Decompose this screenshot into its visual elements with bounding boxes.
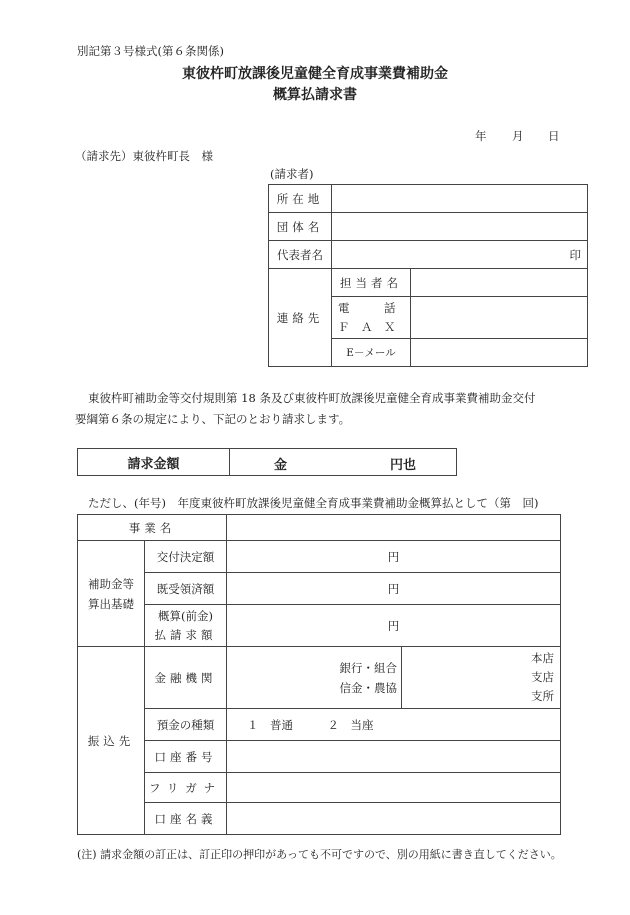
bank-type-1: 銀行・組合 (339, 660, 397, 675)
amount-label: 請求金額 (78, 449, 230, 476)
amount-box (77, 448, 457, 476)
account-name-field[interactable] (227, 803, 561, 835)
bank-label: 金融機関 (145, 647, 227, 709)
email-label: E－メール (332, 339, 411, 367)
already-received-label: 既受領済額 (145, 573, 227, 605)
furigana-field[interactable] (227, 773, 561, 803)
grant-decision-field[interactable]: 円 (227, 541, 561, 573)
branch-field[interactable] (402, 647, 561, 709)
address-label: 所在地 (269, 185, 332, 213)
grant-decision-label: 交付決定額 (145, 541, 227, 573)
calc-basis-label-2: 算出基礎 (88, 596, 134, 611)
branch-shisho: 支所 (531, 689, 554, 703)
furigana-label: フリガナ (145, 773, 227, 803)
date-year: 年 (475, 129, 487, 143)
transfer-label: 振込先 (78, 647, 145, 835)
proviso-line: ただし、(年号) 年度東彼杵町放課後児童健全育成事業費補助金概算払として（第 回) (88, 496, 539, 510)
requester-heading: (請求者) (270, 167, 314, 181)
already-received-field[interactable]: 円 (227, 573, 561, 605)
org-field[interactable] (332, 213, 588, 241)
deposit-type-options[interactable]: １ 普通 ２ 当座 (227, 709, 561, 741)
email-field[interactable] (411, 339, 588, 367)
main-table (77, 514, 561, 835)
account-number-field[interactable] (227, 741, 561, 773)
date-day: 日 (548, 129, 560, 143)
branch-shiten: 支店 (531, 670, 554, 684)
form-title: 東彼杵町放課後児童健全育成事業費補助金 (182, 66, 448, 82)
footnote: (注) 請求金額の訂正は、訂正印の押印があっても不可ですので、別の用紙に書き直してください。 (77, 848, 562, 861)
requester-table (268, 184, 588, 367)
bank-name-field[interactable] (227, 647, 402, 709)
phone-fax-field[interactable] (411, 297, 588, 339)
address-field[interactable] (332, 185, 588, 213)
contact-person-label: 担当者名 (332, 269, 411, 297)
form-reference: 別記第３号様式(第６条関係) (77, 44, 224, 58)
contact-person-field[interactable] (411, 269, 588, 297)
body-text-line1: 東彼杵町補助金等交付規則第 18 条及び東彼杵町放課後児童健全育成事業費補助金交付 (88, 391, 536, 405)
account-name-label: 口座名義 (145, 803, 227, 835)
addressee: （請求先）東彼杵町長 様 (75, 149, 213, 163)
advance-request-label (145, 605, 227, 647)
project-name-field[interactable] (227, 515, 561, 541)
amount-yen: 円也 (390, 458, 417, 473)
seal-mark: 印 (569, 247, 581, 262)
rep-label: 代表者名 (269, 241, 332, 269)
calc-basis-label (78, 541, 145, 647)
form-subtitle: 概算払請求書 (273, 87, 357, 103)
date-month: 月 (512, 129, 524, 143)
calc-basis-label-1: 補助金等 (88, 576, 134, 591)
body-text-line2: 要綱第６条の規定により、下記のとおり請求します。 (75, 412, 351, 426)
advance-request-field[interactable]: 円 (227, 605, 561, 647)
amount-kin: 金 (274, 458, 288, 473)
advance-request-label-1: 概算(前金) (158, 608, 213, 623)
phone-fax-label (332, 297, 411, 339)
deposit-type-label: 預金の種類 (145, 709, 227, 741)
amount-field[interactable] (230, 449, 457, 476)
bank-type-2: 信金・農協 (339, 680, 397, 695)
fax-label: Ｆ Ａ Ｘ (338, 319, 396, 334)
rep-field[interactable] (332, 241, 588, 269)
account-number-label: 口座番号 (145, 741, 227, 773)
contact-label: 連絡先 (269, 269, 332, 367)
phone-label: 電 話 (338, 300, 396, 315)
org-label: 団体名 (269, 213, 332, 241)
advance-request-label-2: 払請求額 (154, 627, 217, 642)
branch-honten: 本店 (531, 651, 554, 665)
project-name-label: 事業名 (78, 515, 227, 541)
